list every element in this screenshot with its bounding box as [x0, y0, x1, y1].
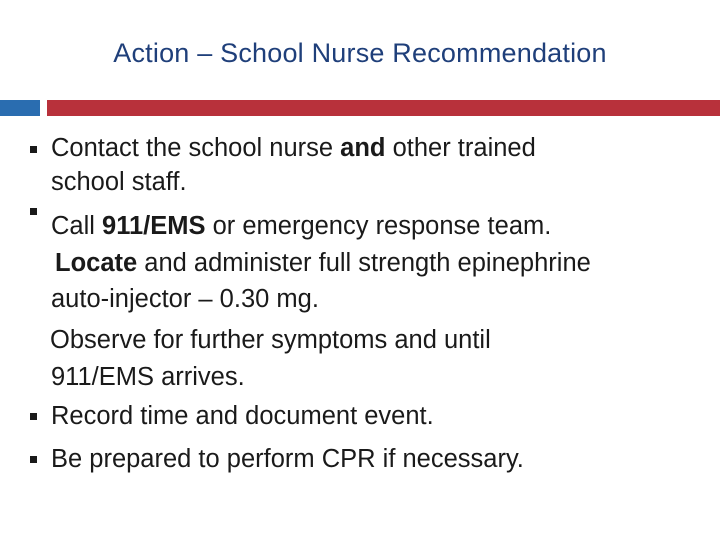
- list-item-locate-line2: auto-injector – 0.30 mg.: [51, 285, 319, 313]
- list-item-call-911: [51, 210, 551, 242]
- list-item-contact-line2: school staff.: [51, 168, 187, 196]
- list-item-text: Contact the school nurse: [51, 134, 341, 162]
- list-item-text: other trained: [385, 134, 536, 162]
- list-item-contact-line1: [51, 132, 536, 164]
- square-bullet-icon: [30, 146, 37, 153]
- list-item-observe-line1: Observe for further symptoms and until: [50, 326, 491, 354]
- list-item-cpr: Be prepared to perform CPR if necessary.: [51, 445, 524, 473]
- list-item-locate-line1: [55, 247, 591, 279]
- list-item-text: Call: [51, 212, 103, 240]
- square-bullet-icon: [30, 456, 37, 463]
- emphasis-text: and: [340, 134, 386, 162]
- slide-title: Action – School Nurse Recommendation: [113, 38, 607, 68]
- square-bullet-icon: [30, 208, 37, 215]
- list-item-text: or emergency response team.: [205, 212, 552, 240]
- list-item-record-time: Record time and document event.: [51, 402, 434, 430]
- square-bullet-icon: [30, 413, 37, 420]
- list-item-observe-line2: 911/EMS arrives.: [51, 363, 245, 391]
- emphasis-text: 911/EMS: [102, 212, 206, 240]
- list-item-text: and administer full strength epinephrine: [137, 249, 591, 277]
- emphasis-text: Locate: [55, 249, 138, 277]
